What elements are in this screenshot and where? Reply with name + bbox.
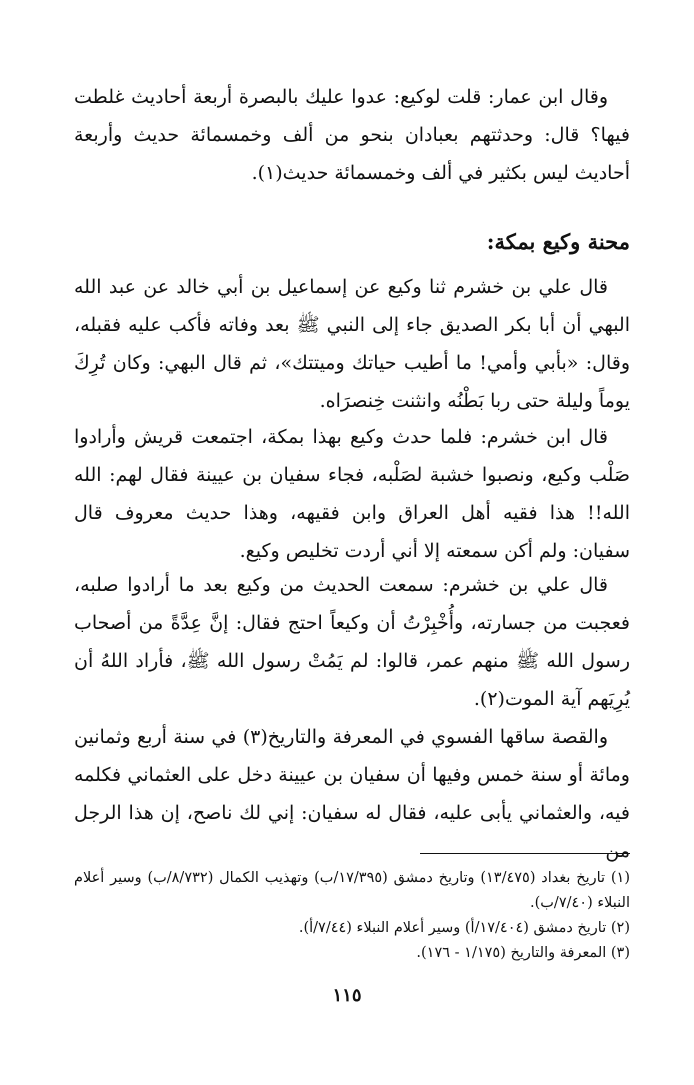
- page-number: ١١٥: [332, 985, 362, 1006]
- paragraph-text: قال علي بن خشرم: سمعت الحديث من وكيع بعد ما أرادوا صلبه، فعجبت من جسارته، وأُخْبِرْتُ أن وكيعاً احتج فقال: إنَّ عِدَّةً من أصحاب رسول الله ﷺ منهم عمر، قالوا: لم يَمُتْ رسول الله ﷺ، فأراد اللهُ أن يُرِيَهم آية الموت(٢).: [74, 574, 630, 710]
- footnote-2: (٢) تاريخ دمشق (١٧/٤٠٤/أ) وسير أعلام النبلاء (٧/٤٤/أ).: [298, 920, 630, 936]
- paragraph-text: والقصة ساقها الفسوي في المعرفة والتاريخ(٣) في سنة أربع وثمانين ومائة أو سنة خمس وفيها أن سفيان بن عيينة دخل على العثماني فكلمه فيه، والعثماني يأبى عليه، فقال له سفيان: إني لك ناصح، إن هذا الرجل من: [74, 726, 630, 862]
- paragraph-ali-bin-khashram: [74, 268, 630, 420]
- paragraph-text: وقال ابن عمار: قلت لوكيع: عدوا عليك بالبصرة أربعة أحاديث غلطت فيها؟ قال: وحدثتهم بعبادان بنحو من ألف وخمسمائة حديث وأربعة أحاديث ليس بكثير في ألف وخمسمائة حديث(١).: [74, 86, 630, 184]
- paragraph-ali-bin-khashram-hadith: [74, 566, 630, 718]
- footnote-1: (١) تاريخ بغداد (١٣/٤٧٥) وتاريخ دمشق (١٧/٣٩٥/ب) وتهذيب الكمال (٨/٧٣٢/ب) وسير أعلام النبلاء (٧/٤٠/ب).: [74, 870, 630, 911]
- paragraph-ibn-ammar: [74, 78, 630, 192]
- paragraph-text: قال علي بن خشرم ثنا وكيع عن إسماعيل بن أبي خالد عن عبد الله البهي أن أبا بكر الصديق جاء إلى النبي ﷺ بعد وفاته فأكب عليه فقبله، وقال: «بأبي وأمي! ما أطيب حياتك وميتتك»، ثم قال البهي: وكان تُرِكَ يوماً وليلة حتى ربا بَطْنُه وانثنت خِنصرَاه.: [74, 276, 630, 412]
- footnotes: [74, 866, 630, 966]
- footnote-3: (٣) المعرفة والتاريخ (١/١٧٥ - ١٧٦).: [416, 945, 630, 961]
- footnote-divider: [420, 853, 630, 854]
- paragraph-fasawi-story: [74, 718, 630, 870]
- paragraph-text: قال ابن خشرم: فلما حدث وكيع بهذا بمكة، اجتمعت قريش وأرادوا صَلْب وكيع، ونصبوا خشبة لصَلْبه، فجاء سفيان بن عيينة فقال لهم: الله الله!! هذا فقيه أهل العراق وابن فقيهه، وهذا حديث معروف قال سفيان: ولم أكن سمعته إلا أني أردت تخليص وكيع.: [74, 426, 630, 562]
- paragraph-ibn-khashram-makkah: [74, 418, 630, 570]
- section-heading: محنة وكيع بمكة:: [486, 229, 630, 254]
